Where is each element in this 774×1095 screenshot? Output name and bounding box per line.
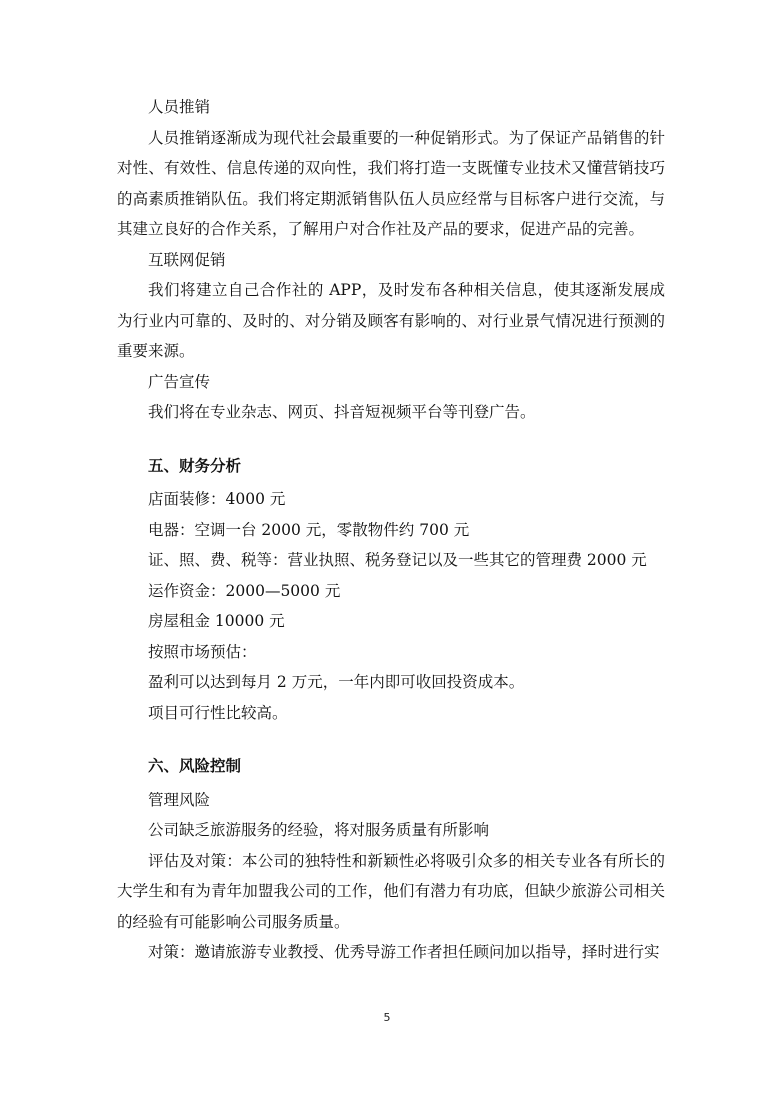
finance-line: 按照市场预估：	[148, 642, 257, 661]
finance-line: 运作资金：2000—5000 元	[148, 581, 341, 600]
finance-line: 证、照、费、税等：营业执照、税务登记以及一些其它的管理费 2000 元	[148, 551, 647, 569]
page-content	[117, 92, 665, 968]
finance-line: 房屋租金 10000 元	[148, 612, 285, 630]
ads-paragraph: 我们将在专业杂志、网页、抖音短视频平台等刊登广告。	[148, 403, 536, 421]
finance-line: 电器：空调一台 2000 元，零散物件约 700 元	[148, 520, 470, 539]
management-risk-paragraph: 公司缺乏旅游服务的经验，将对服务质量有所影响	[148, 821, 490, 839]
evaluation-paragraph: 评估及对策：本公司的独特性和新颖性必将吸引众多的相关专业各有所长的大学生和有为青年加盟我公司的工作，他们有潜力有功底，但缺少旅游公司相关的经验有可能影响公司服务质量。	[117, 851, 665, 931]
finance-line: 店面装修：4000 元	[148, 490, 286, 508]
management-risk-title: 管理风险	[148, 790, 211, 809]
risk-heading: 六、风险控制	[148, 756, 242, 775]
personal-sales-title: 人员推销	[148, 98, 211, 116]
countermeasure-paragraph: 对策：邀请旅游专业教授、优秀导游工作者担任顾问加以指导，择时进行实	[148, 943, 660, 961]
finance-heading: 五、财务分析	[148, 455, 242, 475]
page-number: 5	[383, 1011, 391, 1024]
internet-promo-title: 互联网促销	[148, 250, 226, 269]
ads-title: 广告宣传	[148, 372, 211, 391]
finance-line: 盈利可以达到每月 2 万元，一年内即可收回投资成本。	[148, 673, 525, 691]
internet-promo-paragraph: 我们将建立自己合作社的 APP，及时发布各种相关信息，使其逐渐发展成为行业内可靠的、及时的、对分销及顾客有影响的、对行业景气情况进行预测的重要来源。	[117, 281, 665, 360]
finance-line: 项目可行性比较高。	[148, 703, 288, 722]
personal-sales-paragraph: 人员推销逐渐成为现代社会最重要的一种促销形式。为了保证产品销售的针对性、有效性、信息传递的双向性，我们将打造一支既懂专业技术又懂营销技巧的高素质推销队伍。我们将定期派销售队伍人员应经常与目标客户进行交流，与其建立良好的合作关系，了解用户对合作社及产品的要求，促进产品的完善。	[117, 128, 665, 238]
